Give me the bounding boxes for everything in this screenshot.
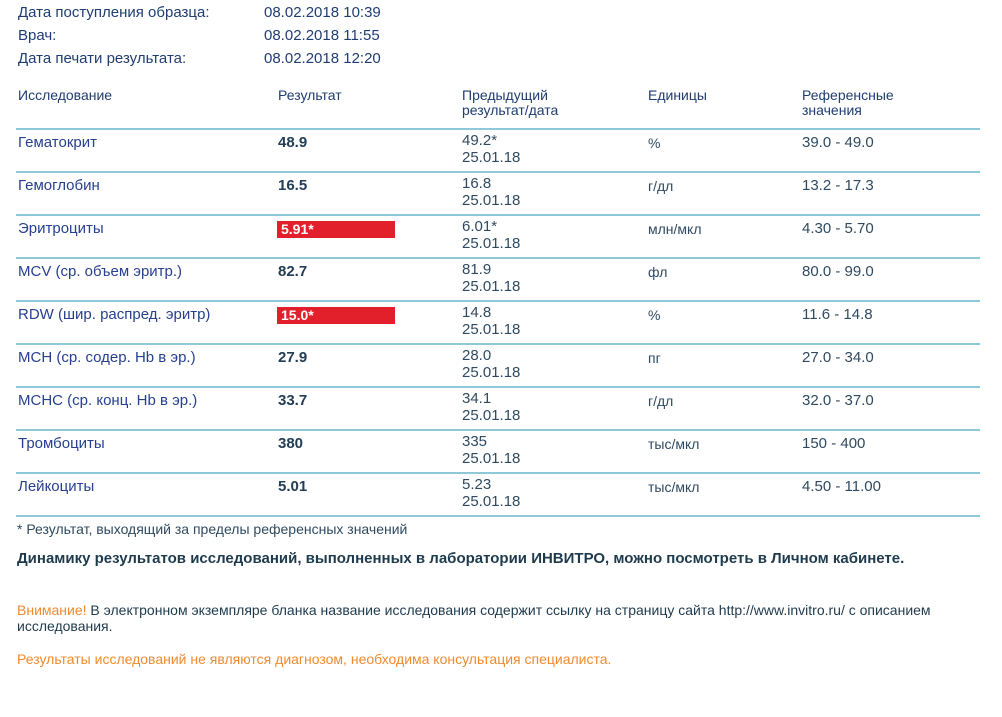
previous-value: 5.23 bbox=[462, 476, 492, 493]
header-previous bbox=[462, 88, 558, 118]
previous-date: 25.01.18 bbox=[462, 278, 521, 295]
reference-range: 4.50 - 11.00 bbox=[802, 478, 881, 495]
result-value: 82.7 bbox=[278, 263, 308, 280]
previous-result bbox=[462, 304, 520, 338]
previous-date: 25.01.18 bbox=[462, 321, 521, 338]
units: тыс/мкл bbox=[648, 479, 700, 495]
table-header bbox=[16, 82, 980, 130]
table-row bbox=[16, 216, 980, 259]
units: % bbox=[648, 135, 661, 151]
doctor-label: Врач: bbox=[18, 27, 57, 44]
header-reference-line1: Референсные bbox=[802, 87, 894, 103]
test-link-leukocytes[interactable]: Лейкоциты bbox=[18, 478, 95, 495]
units: тыс/мкл bbox=[648, 436, 700, 452]
sample-meta bbox=[18, 2, 578, 71]
previous-value: 6.01* bbox=[462, 218, 498, 235]
result-value: 5.01 bbox=[278, 478, 308, 495]
previous-result bbox=[462, 261, 520, 295]
print-label: Дата печати результата: bbox=[18, 50, 187, 67]
previous-result bbox=[462, 132, 520, 166]
units: г/дл bbox=[648, 393, 674, 409]
received-row bbox=[18, 2, 578, 25]
previous-date: 25.01.18 bbox=[462, 235, 521, 252]
reference-range: 39.0 - 49.0 bbox=[802, 134, 874, 151]
previous-value: 81.9 bbox=[462, 261, 492, 278]
reference-range: 13.2 - 17.3 bbox=[802, 177, 874, 194]
previous-value: 49.2* bbox=[462, 132, 498, 149]
previous-value: 28.0 bbox=[462, 347, 492, 364]
previous-result bbox=[462, 347, 520, 381]
test-link-mch[interactable]: MCH (ср. содер. Hb в эр.) bbox=[18, 349, 196, 366]
result-value-flagged: 15.0* bbox=[277, 307, 395, 324]
previous-date: 25.01.18 bbox=[462, 149, 521, 166]
previous-date: 25.01.18 bbox=[462, 450, 521, 467]
results-table bbox=[16, 82, 980, 517]
table-row bbox=[16, 130, 980, 173]
test-link-erythrocytes[interactable]: Эритроциты bbox=[18, 220, 104, 237]
table-row bbox=[16, 474, 980, 517]
previous-result bbox=[462, 390, 520, 424]
header-reference-line2: значения bbox=[802, 102, 862, 118]
previous-result bbox=[462, 218, 520, 252]
reference-range: 150 - 400 bbox=[802, 435, 866, 452]
previous-date: 25.01.18 bbox=[462, 407, 521, 424]
test-link-mchc[interactable]: MCHC (ср. конц. Hb в эр.) bbox=[18, 392, 198, 409]
print-row bbox=[18, 48, 578, 71]
header-test: Исследование bbox=[18, 87, 113, 103]
personal-account-notice: Динамику результатов исследований, выполненных в лаборатории ИНВИТРО, можно посмотреть в Личном кабинете. bbox=[17, 550, 905, 567]
test-link-hematocrit[interactable]: Гематокрит bbox=[18, 134, 97, 151]
header-reference bbox=[802, 88, 894, 118]
warning-text: В электронном экземпляре бланка название исследования содержит ссылку на страницу сайта http://www.invitro.ru/ с описанием исследования. bbox=[17, 602, 931, 634]
header-previous-line1: Предыдущий bbox=[462, 87, 548, 103]
test-link-platelets[interactable]: Тромбоциты bbox=[18, 435, 105, 452]
table-row bbox=[16, 173, 980, 216]
table-row bbox=[16, 302, 980, 345]
header-previous-line2: результат/дата bbox=[462, 102, 559, 118]
units: фл bbox=[648, 264, 668, 280]
table-row bbox=[16, 431, 980, 474]
warning-word: Внимание! bbox=[17, 602, 87, 618]
units: пг bbox=[648, 350, 661, 366]
print-value: 08.02.2018 12:20 bbox=[264, 50, 381, 67]
units: г/дл bbox=[648, 178, 674, 194]
previous-date: 25.01.18 bbox=[462, 364, 521, 381]
warning-note bbox=[17, 602, 957, 634]
previous-date: 25.01.18 bbox=[462, 493, 521, 510]
result-value-flagged: 5.91* bbox=[277, 221, 395, 238]
units: % bbox=[648, 307, 661, 323]
received-value: 08.02.2018 10:39 bbox=[264, 4, 381, 21]
reference-range: 27.0 - 34.0 bbox=[802, 349, 874, 366]
table-row bbox=[16, 345, 980, 388]
previous-result bbox=[462, 476, 520, 510]
test-link-mcv[interactable]: MCV (ср. объем эритр.) bbox=[18, 263, 183, 280]
table-row bbox=[16, 388, 980, 431]
doctor-value: 08.02.2018 11:55 bbox=[264, 27, 380, 44]
disclaimer: Результаты исследований не являются диагнозом, необходима консультация специалиста. bbox=[17, 651, 612, 667]
result-value: 27.9 bbox=[278, 349, 308, 366]
result-value: 33.7 bbox=[278, 392, 308, 409]
received-label: Дата поступления образца: bbox=[18, 4, 210, 21]
previous-value: 34.1 bbox=[462, 390, 492, 407]
reference-range: 11.6 - 14.8 bbox=[802, 306, 873, 323]
footnote: * Результат, выходящий за пределы референсных значений bbox=[17, 521, 408, 537]
reference-range: 80.0 - 99.0 bbox=[802, 263, 874, 280]
result-value: 16.5 bbox=[278, 177, 308, 194]
reference-range: 4.30 - 5.70 bbox=[802, 220, 874, 237]
header-units: Единицы bbox=[648, 87, 707, 103]
previous-result bbox=[462, 175, 520, 209]
header-result: Результат bbox=[278, 87, 342, 103]
units: млн/мкл bbox=[648, 221, 702, 237]
result-value: 48.9 bbox=[278, 134, 308, 151]
test-link-hemoglobin[interactable]: Гемоглобин bbox=[18, 177, 100, 194]
reference-range: 32.0 - 37.0 bbox=[802, 392, 874, 409]
doctor-row bbox=[18, 25, 578, 48]
test-link-rdw[interactable]: RDW (шир. распред. эритр) bbox=[18, 306, 211, 323]
previous-value: 335 bbox=[462, 433, 488, 450]
previous-result bbox=[462, 433, 520, 467]
result-value: 380 bbox=[278, 435, 304, 452]
previous-date: 25.01.18 bbox=[462, 192, 521, 209]
table-row bbox=[16, 259, 980, 302]
previous-value: 16.8 bbox=[462, 175, 492, 192]
previous-value: 14.8 bbox=[462, 304, 492, 321]
